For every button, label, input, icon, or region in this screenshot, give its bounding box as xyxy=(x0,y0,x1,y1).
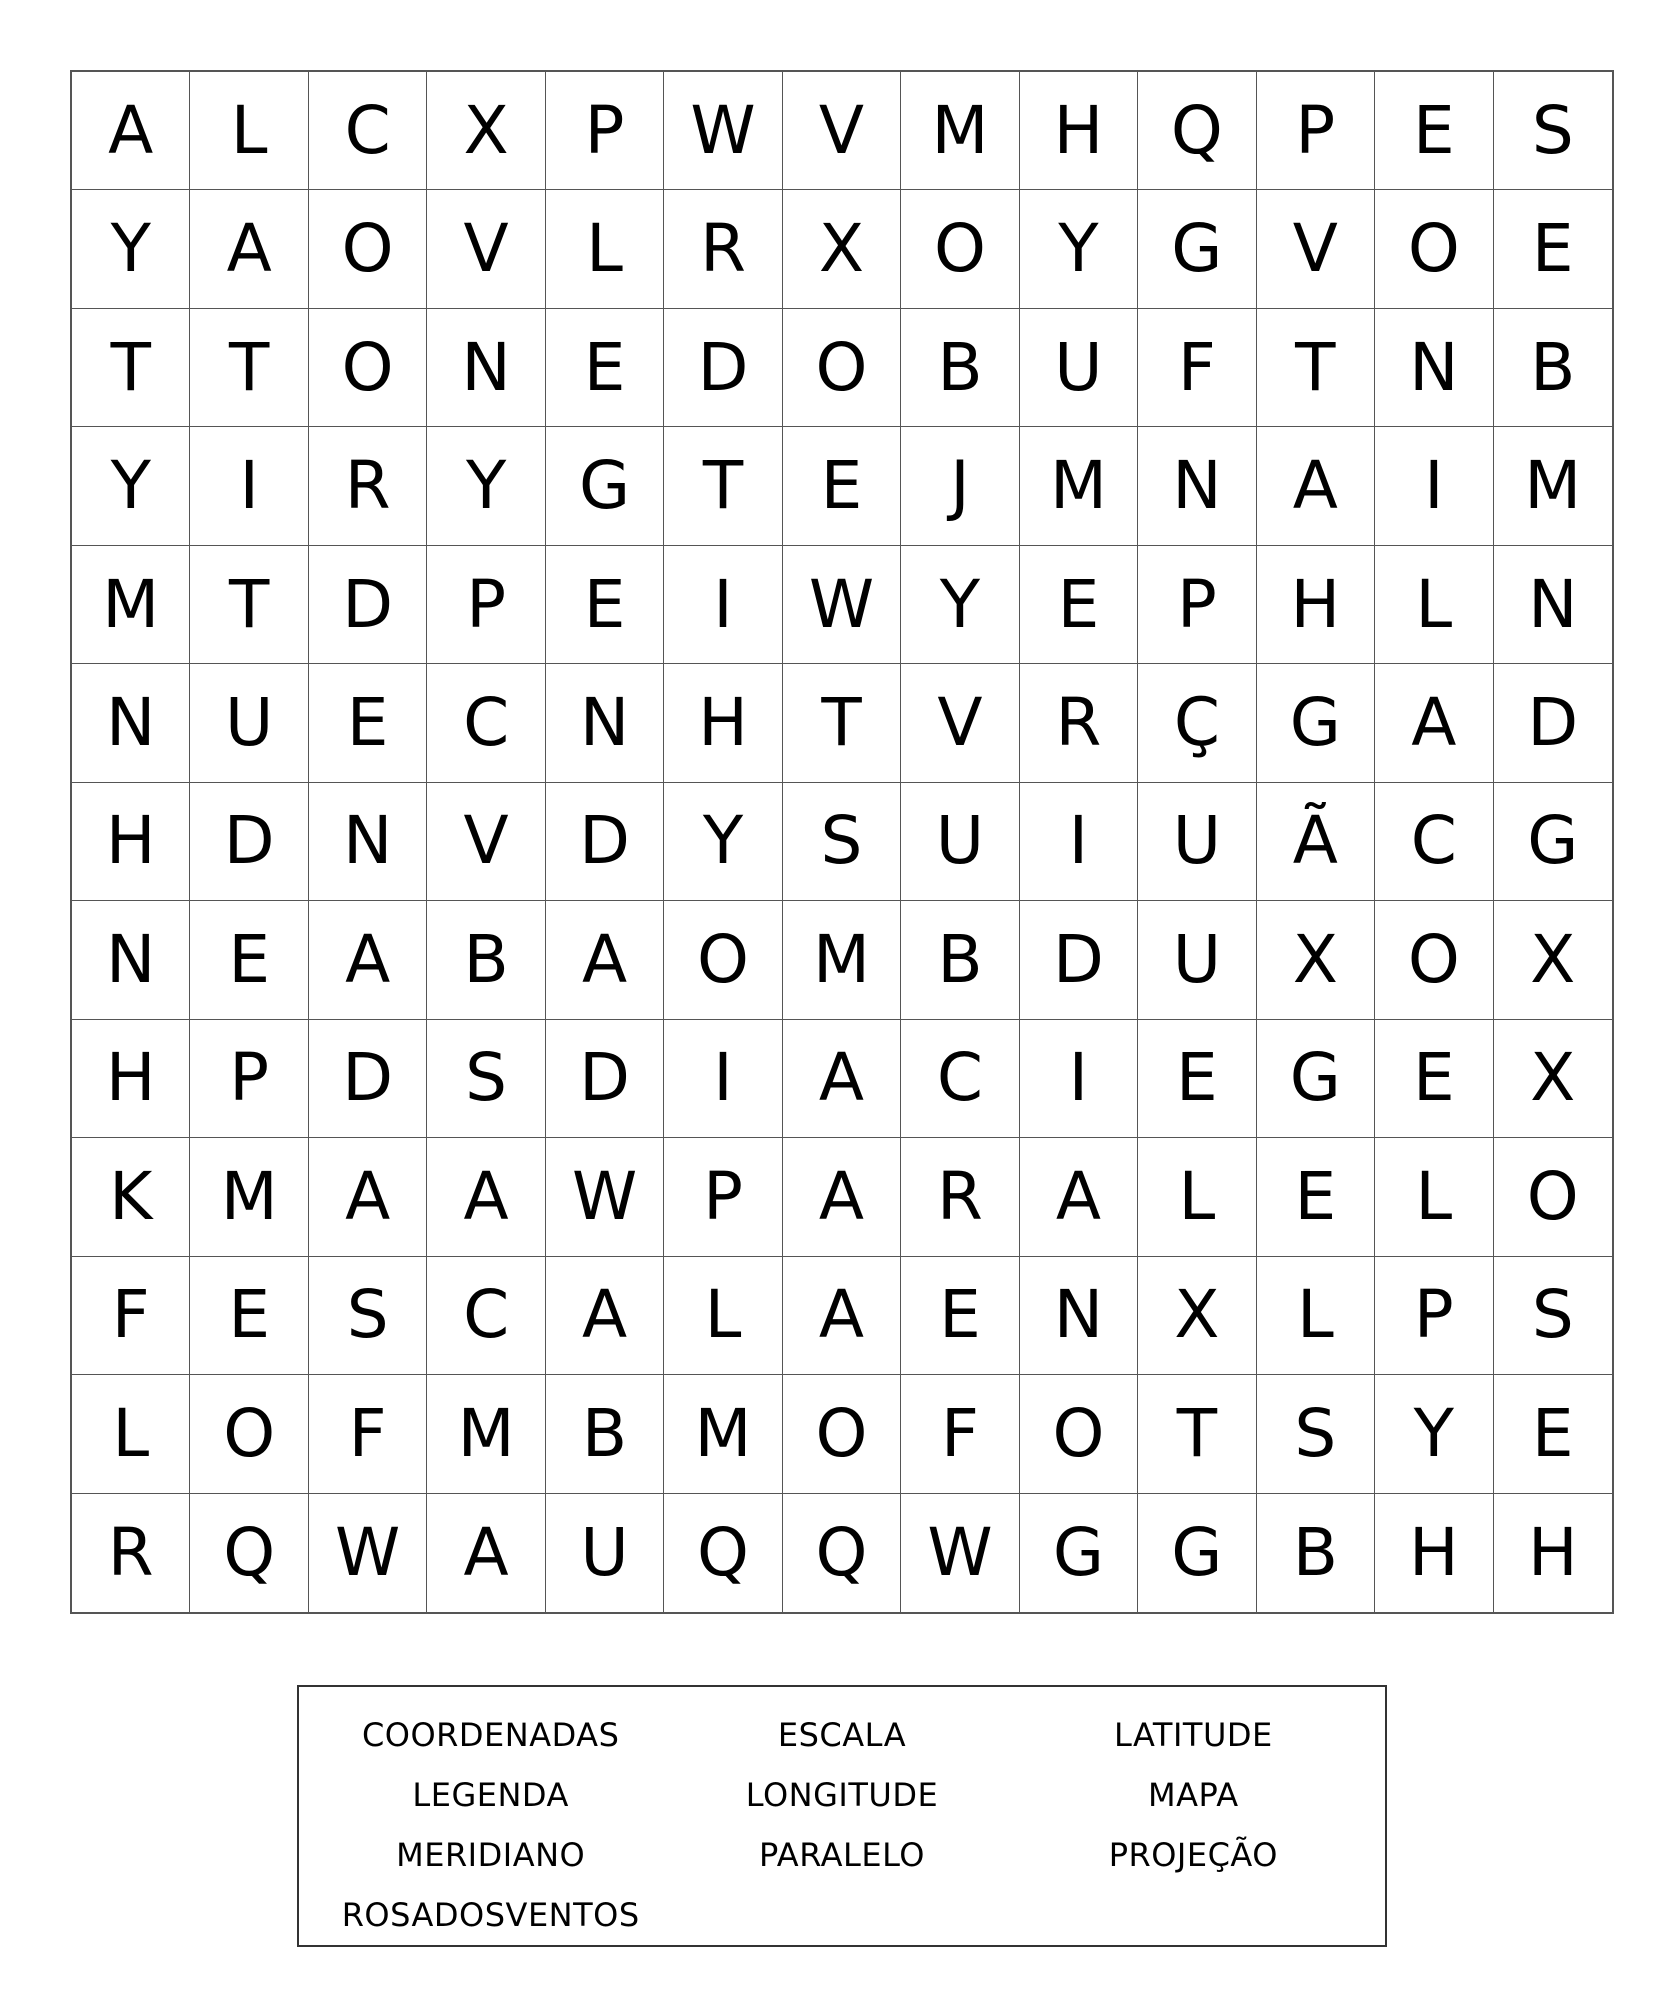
grid-cell: G xyxy=(1257,664,1375,782)
grid-cell: G xyxy=(1494,783,1612,901)
grid-cell: T xyxy=(1257,309,1375,427)
grid-cell: P xyxy=(190,1020,308,1138)
grid-cell: O xyxy=(901,190,1019,308)
word-longitude: LONGITUDE xyxy=(745,1776,939,1814)
grid-cell: Q xyxy=(1138,72,1256,190)
grid-cell: X xyxy=(427,72,545,190)
word-coordenadas: COORDENADAS xyxy=(361,1716,620,1754)
grid-cell: O xyxy=(783,1375,901,1493)
grid-cell: D xyxy=(190,783,308,901)
word-projecao: PROJEÇÃO xyxy=(1108,1836,1278,1874)
grid-cell: N xyxy=(72,901,190,1019)
grid-cell: E xyxy=(783,427,901,545)
grid-cell: M xyxy=(427,1375,545,1493)
grid-cell: M xyxy=(783,901,901,1019)
grid-cell: H xyxy=(1527,1513,1578,1591)
grid-cell: P xyxy=(1375,1257,1493,1375)
grid-cell: Ç xyxy=(1138,664,1256,782)
grid-cell: P xyxy=(1138,546,1256,664)
grid-cell: F xyxy=(72,1257,190,1375)
grid-cell: A xyxy=(309,1138,427,1256)
word-list-column-3 xyxy=(1018,1705,1369,1945)
grid-cell: D xyxy=(664,309,782,427)
word-list-column-2 xyxy=(666,1705,1017,1945)
grid-cell: A xyxy=(1020,1138,1138,1256)
grid-cell: U xyxy=(190,664,308,782)
grid-cell: E xyxy=(546,309,664,427)
grid-cell: N xyxy=(427,309,545,427)
grid-cell: N xyxy=(546,664,664,782)
grid-cell: L xyxy=(546,190,664,308)
grid-cell: E xyxy=(309,664,427,782)
grid-cell: E xyxy=(1494,1375,1612,1493)
grid-cell: A xyxy=(783,1138,901,1256)
grid-cell: M xyxy=(901,72,1019,190)
grid-cell: Y xyxy=(664,783,782,901)
word-search-grid xyxy=(70,70,1614,1614)
word-paralelo: PARALELO xyxy=(759,1836,925,1874)
grid-cell: D xyxy=(309,1020,427,1138)
word-rosadosventos: ROSADOSVENTOS xyxy=(341,1896,640,1934)
grid-cell: U xyxy=(546,1494,664,1612)
grid-cell: A xyxy=(309,901,427,1019)
grid-cell: A xyxy=(1257,427,1375,545)
grid-cell: I xyxy=(664,546,782,664)
grid-cell: G xyxy=(1020,1494,1138,1612)
grid-cell: L xyxy=(1257,1257,1375,1375)
grid-cell: I xyxy=(1020,1020,1138,1138)
grid-cell: D xyxy=(546,783,664,901)
word-legenda: LEGENDA xyxy=(412,1776,569,1814)
grid-cell: E xyxy=(1257,1138,1375,1256)
grid-cell: V xyxy=(783,72,901,190)
grid-cell: E xyxy=(1020,546,1138,664)
grid-cell: T xyxy=(72,309,190,427)
grid-cell: Y xyxy=(1375,1375,1493,1493)
grid-cell: L xyxy=(1375,546,1493,664)
grid-cell: T xyxy=(190,309,308,427)
grid-cell: D xyxy=(546,1020,664,1138)
grid-cell: N xyxy=(1375,309,1493,427)
grid-cell: X xyxy=(1138,1257,1256,1375)
grid-cell: R xyxy=(901,1138,1019,1256)
grid-cell: R xyxy=(72,1494,190,1612)
grid-cell: M xyxy=(190,1138,308,1256)
grid-cell: I xyxy=(664,1020,782,1138)
word-escala: ESCALA xyxy=(777,1716,907,1754)
grid-cell: X xyxy=(1494,901,1612,1019)
grid-cell: C xyxy=(309,72,427,190)
grid-cell: O xyxy=(190,1375,308,1493)
grid-cell: N xyxy=(1138,427,1256,545)
grid-cell: O xyxy=(783,309,901,427)
grid-cell: W xyxy=(901,1494,1019,1612)
grid-cell: M xyxy=(1020,427,1138,545)
grid-cell: X xyxy=(1257,901,1375,1019)
grid-cell: H xyxy=(1257,546,1375,664)
grid-cell: I xyxy=(1020,783,1138,901)
grid-cell: P xyxy=(427,546,545,664)
grid-cell: V xyxy=(1257,190,1375,308)
grid-cell: B xyxy=(901,309,1019,427)
grid-cell: I xyxy=(1375,427,1493,545)
grid-cell: Y xyxy=(72,427,190,545)
grid-cell: W xyxy=(664,72,782,190)
grid-cell: G xyxy=(1138,190,1256,308)
grid-cell: T xyxy=(664,427,782,545)
grid-cell: Ã xyxy=(1257,783,1375,901)
grid-cell: U xyxy=(901,783,1019,901)
word-list-column-1 xyxy=(315,1705,666,1945)
grid-cell: D xyxy=(1494,664,1612,782)
grid-cell: Q xyxy=(664,1494,782,1612)
grid-cell: H xyxy=(72,783,190,901)
word-latitude: LATITUDE xyxy=(1113,1716,1273,1754)
grid-cell: J xyxy=(901,427,1019,545)
grid-cell: P xyxy=(664,1138,782,1256)
grid-cell: M xyxy=(72,546,190,664)
grid-cell: R xyxy=(664,190,782,308)
grid-cell: H xyxy=(72,1020,190,1138)
grid-cell: N xyxy=(1494,546,1612,664)
grid-cell: E xyxy=(190,901,308,1019)
grid-cell: F xyxy=(1138,309,1256,427)
grid-cell: S xyxy=(1257,1375,1375,1493)
grid-cell: L xyxy=(664,1257,782,1375)
grid-cell: S xyxy=(427,1020,545,1138)
grid-cell: D xyxy=(1020,901,1138,1019)
grid-cell: L xyxy=(72,1375,190,1493)
grid-cell: D xyxy=(309,546,427,664)
grid-cell: L xyxy=(1138,1138,1256,1256)
grid-cell: B xyxy=(1494,309,1612,427)
grid-cell: E xyxy=(546,546,664,664)
grid-cell: V xyxy=(901,664,1019,782)
grid-cell: G xyxy=(1138,1494,1256,1612)
grid-cell: H xyxy=(1020,72,1138,190)
grid-cell: Y xyxy=(72,190,190,308)
grid-cell: G xyxy=(546,427,664,545)
grid-cell: O xyxy=(1375,901,1493,1019)
grid-cell: U xyxy=(1138,783,1256,901)
grid-cell: A xyxy=(546,901,664,1019)
grid-cell: L xyxy=(190,72,308,190)
grid-cell: A xyxy=(72,72,190,190)
grid-cell: E xyxy=(1494,190,1612,308)
grid-cell: C xyxy=(901,1020,1019,1138)
grid-cell: W xyxy=(309,1494,427,1612)
grid-cell: B xyxy=(1257,1494,1375,1612)
grid-cell: F xyxy=(309,1375,427,1493)
grid-cell: B xyxy=(427,901,545,1019)
grid-cell: S xyxy=(1494,1257,1612,1375)
grid-cell: N xyxy=(72,664,190,782)
grid-cell: O xyxy=(309,190,427,308)
grid-cell: O xyxy=(1375,190,1493,308)
grid-cell: X xyxy=(1494,1020,1612,1138)
grid-cell: A xyxy=(546,1257,664,1375)
word-list-box xyxy=(297,1685,1387,1947)
grid-cell: E xyxy=(1375,72,1493,190)
grid-cell: M xyxy=(664,1375,782,1493)
grid-cell: T xyxy=(190,546,308,664)
grid-cell: A xyxy=(190,190,308,308)
grid-cell: P xyxy=(1257,72,1375,190)
grid-cell: U xyxy=(1020,309,1138,427)
grid-cell: S xyxy=(309,1257,427,1375)
grid-cell: R xyxy=(1020,664,1138,782)
grid-cell: B xyxy=(546,1375,664,1493)
grid-cell: X xyxy=(783,190,901,308)
grid-cell: S xyxy=(783,783,901,901)
grid-cell: F xyxy=(901,1375,1019,1493)
grid-cell: E xyxy=(1375,1020,1493,1138)
grid-cell: G xyxy=(1257,1020,1375,1138)
grid-cell: Y xyxy=(427,427,545,545)
grid-cell: L xyxy=(1375,1138,1493,1256)
grid-cell: A xyxy=(1375,664,1493,782)
word-meridiano: MERIDIANO xyxy=(396,1836,586,1874)
grid-cell: O xyxy=(1020,1375,1138,1493)
grid-cell: E xyxy=(901,1257,1019,1375)
grid-cell: E xyxy=(190,1257,308,1375)
grid-cell: R xyxy=(309,427,427,545)
grid-cell: K xyxy=(72,1138,190,1256)
grid-cell: U xyxy=(1138,901,1256,1019)
grid-cell: Y xyxy=(901,546,1019,664)
grid-cell: O xyxy=(309,309,427,427)
grid-cell: A xyxy=(427,1494,545,1612)
grid-cell: A xyxy=(427,1138,545,1256)
grid-cell: Q xyxy=(783,1494,901,1612)
grid-cell: P xyxy=(546,72,664,190)
word-mapa: MAPA xyxy=(1148,1776,1239,1814)
grid-cell: E xyxy=(1138,1020,1256,1138)
grid-cell: Y xyxy=(1020,190,1138,308)
grid-cell: N xyxy=(309,783,427,901)
grid-cell: V xyxy=(427,783,545,901)
grid-cell: M xyxy=(1494,427,1612,545)
grid-cell: H xyxy=(1375,1494,1493,1612)
grid-cell: W xyxy=(546,1138,664,1256)
grid-cell: O xyxy=(664,901,782,1019)
grid-cell: H xyxy=(664,664,782,782)
grid-cell: C xyxy=(427,1257,545,1375)
grid-cell: A xyxy=(783,1020,901,1138)
grid-cell: S xyxy=(1494,72,1612,190)
grid-cell: A xyxy=(783,1257,901,1375)
grid-cell: Q xyxy=(190,1494,308,1612)
grid-cell: B xyxy=(901,901,1019,1019)
grid-cell: C xyxy=(427,664,545,782)
grid-cell: W xyxy=(783,546,901,664)
grid-cell: T xyxy=(1138,1375,1256,1493)
grid-cell: O xyxy=(1494,1138,1612,1256)
grid-cell: I xyxy=(190,427,308,545)
grid-cell: T xyxy=(783,664,901,782)
grid-cell: N xyxy=(1020,1257,1138,1375)
grid-cell: V xyxy=(427,190,545,308)
grid-cell: C xyxy=(1375,783,1493,901)
